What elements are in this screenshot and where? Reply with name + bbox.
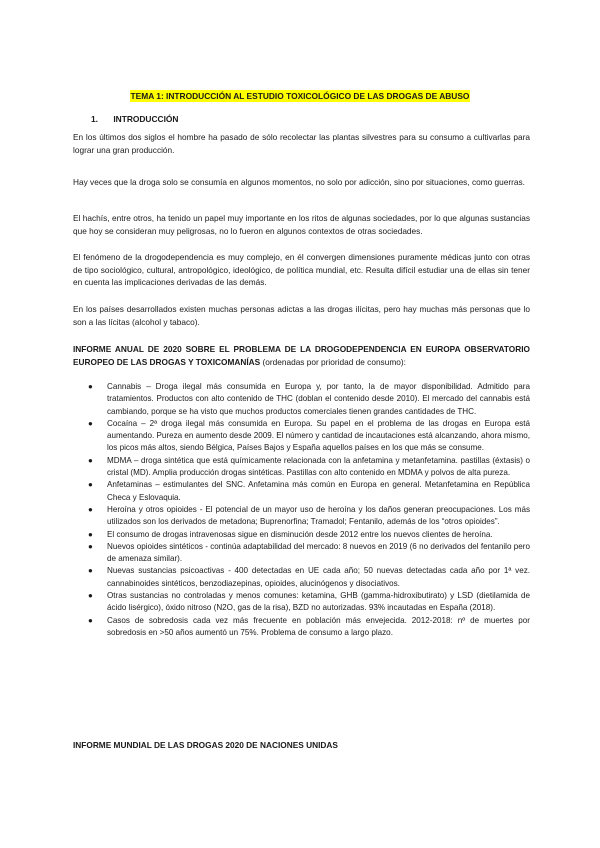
- bullet-icon: ●: [88, 455, 93, 465]
- list-item-text: Nuevos opioides sintéticos - continúa adaptabilidad del mercado: 8 nuevos en 2019 (6 no derivados del fentanilo pero de amenaza similar).: [107, 541, 530, 564]
- list-item-text: Nuevas sustancias psicoactivas - 400 detectadas en UE cada año; 50 nuevas detectadas cada año por 1ª vez. cannabinoides sintéticos, benzodiazepinas, opioides, alucinógenos y disociativos.: [107, 566, 530, 588]
- paragraph: El fenómeno de la drogodependencia es muy complejo, en él convergen dimensiones puramente médicas junto con otras de tipo sociológico, cultural, antropológico, ideológico, de política mundial, etc. Resulta difícil estudiar una de ellas sin tener en cuenta las implicaciones derivadas de las demás.: [73, 252, 530, 288]
- list-item: [73, 541, 530, 566]
- list-item: [73, 418, 530, 455]
- list-item-text: Anfetaminas – estimulantes del SNC. Anfetamina más común en Europa en general. Metanfetamina en República Checa y Eslovaquia.: [107, 480, 530, 502]
- list-item: [73, 565, 530, 590]
- list-item-text: Heroína y otros opioides - El potencial de un mayor uso de heroína y los daños generan preocupaciones. Los más utilizados son los derivados de metadona; Buprenorfina; Tramadol; Fentanilo, además de los “otros opioides”.: [107, 504, 530, 527]
- paragraph: En los países desarrollados existen muchas personas adictas a las drogas ilícitas, pero hay muchas más personas que lo son a las lícitas (alcohol y tabaco).: [73, 304, 530, 327]
- bullet-icon: ●: [88, 566, 93, 576]
- paragraph: Hay veces que la droga solo se consumía en algunos momentos, no solo por adicción, sino por situaciones, como guerras.: [73, 177, 525, 187]
- paragraph: En los últimos dos siglos el hombre ha pasado de sólo recolectar las plantas silvestres para su consumo a cultivarlas para lograr una gran producción.: [73, 132, 530, 155]
- report-heading-bold: INFORME ANUAL DE 2020 SOBRE EL PROBLEMA DE LA DROGODEPENDENCIA EN EUROPA OBSERVATORIO EUROPEO DE LAS DROGAS Y TOXICOMANÍAS: [73, 344, 530, 367]
- list-item-text: Casos de sobredosis cada vez más frecuente en población más envejecida. 2012-2018: nº de muertes por sobredosis en >50 años aumentó un 75%. Problema de consumo a largo plazo.: [107, 615, 530, 637]
- section-number: 1.: [91, 114, 98, 124]
- bullet-icon: ●: [88, 591, 93, 601]
- report-heading: [73, 343, 530, 368]
- list-item: [73, 479, 530, 504]
- list-item: [73, 455, 530, 480]
- list-item: [73, 504, 530, 529]
- list-item: [73, 381, 530, 418]
- list-item: [73, 529, 530, 541]
- world-report-heading: INFORME MUNDIAL DE LAS DROGAS 2020 DE NACIONES UNIDAS: [73, 740, 338, 750]
- section-heading: [91, 114, 178, 124]
- bullet-icon: ●: [88, 615, 93, 625]
- list-item-text: El consumo de drogas intravenosas sigue en disminución desde 2012 entre los nuevos clientes de heroína.: [107, 529, 493, 539]
- document-title: TEMA 1: INTRODUCCIÓN AL ESTUDIO TOXICOLÓGICO DE LAS DROGAS DE ABUSO: [130, 91, 470, 101]
- bullet-list: [73, 381, 530, 639]
- paragraph: El hachís, entre otros, ha tenido un papel muy importante en los ritos de algunas sociedades, por lo que algunas sustancias que hoy se consideran muy peligrosas, no lo fueron en algunos contextos de otras sociedades.: [73, 213, 530, 236]
- bullet-icon: ●: [88, 529, 93, 539]
- list-item-text: Cocaína – 2ª droga ilegal más consumida en Europa. Su papel en el problema de las drogas en Europa está aumentando. Pureza en aumento desde 2009. El número y cantidad de incautaciones está alcanzando, ahora mismo, los picos más altos, siendo Bélgica, Países Bajos y España aquellos países en los que más se consume.: [107, 418, 530, 453]
- section-title: INTRODUCCIÓN: [113, 114, 179, 124]
- list-item: [73, 590, 530, 615]
- bullet-icon: ●: [88, 418, 93, 428]
- list-item-text: MDMA – droga sintética que está químicamente relacionada con la anfetamina y metanfetamina. pastillas (éxtasis) o cristal (MD). Amplia producción drogas sintéticas. Pastillas con alto contenido en MDMA y polvos de alta pureza.: [107, 455, 530, 478]
- title-container: [0, 86, 600, 104]
- list-item-text: Cannabis – Droga ilegal más consumida en Europa y, por tanto, la de mayor disponibilidad. Admitido para tratamientos. Productos con alto contenido de THC (doblan el contenido desde 2010). El mercado del cannabis está cambiando, porque se ha visto que muchos productos comerciales tienen grandes cantidades de THC.: [107, 382, 530, 416]
- bullet-icon: ●: [88, 504, 93, 514]
- list-item: [73, 615, 530, 640]
- bullet-icon: ●: [88, 541, 93, 551]
- bullet-icon: ●: [88, 382, 93, 391]
- report-heading-rest: (ordenadas por prioridad de consumo):: [260, 356, 406, 367]
- bullet-icon: ●: [88, 480, 93, 490]
- list-item-text: Otras sustancias no controladas y menos comunes: ketamina, GHB (gamma-hidroxibutirato) y LSD (dietilamida de ácido lisérgico), óxido nitroso (N2O, gas de la risa), BZD no autorizadas. 93% incautadas en España (2018).: [107, 591, 530, 613]
